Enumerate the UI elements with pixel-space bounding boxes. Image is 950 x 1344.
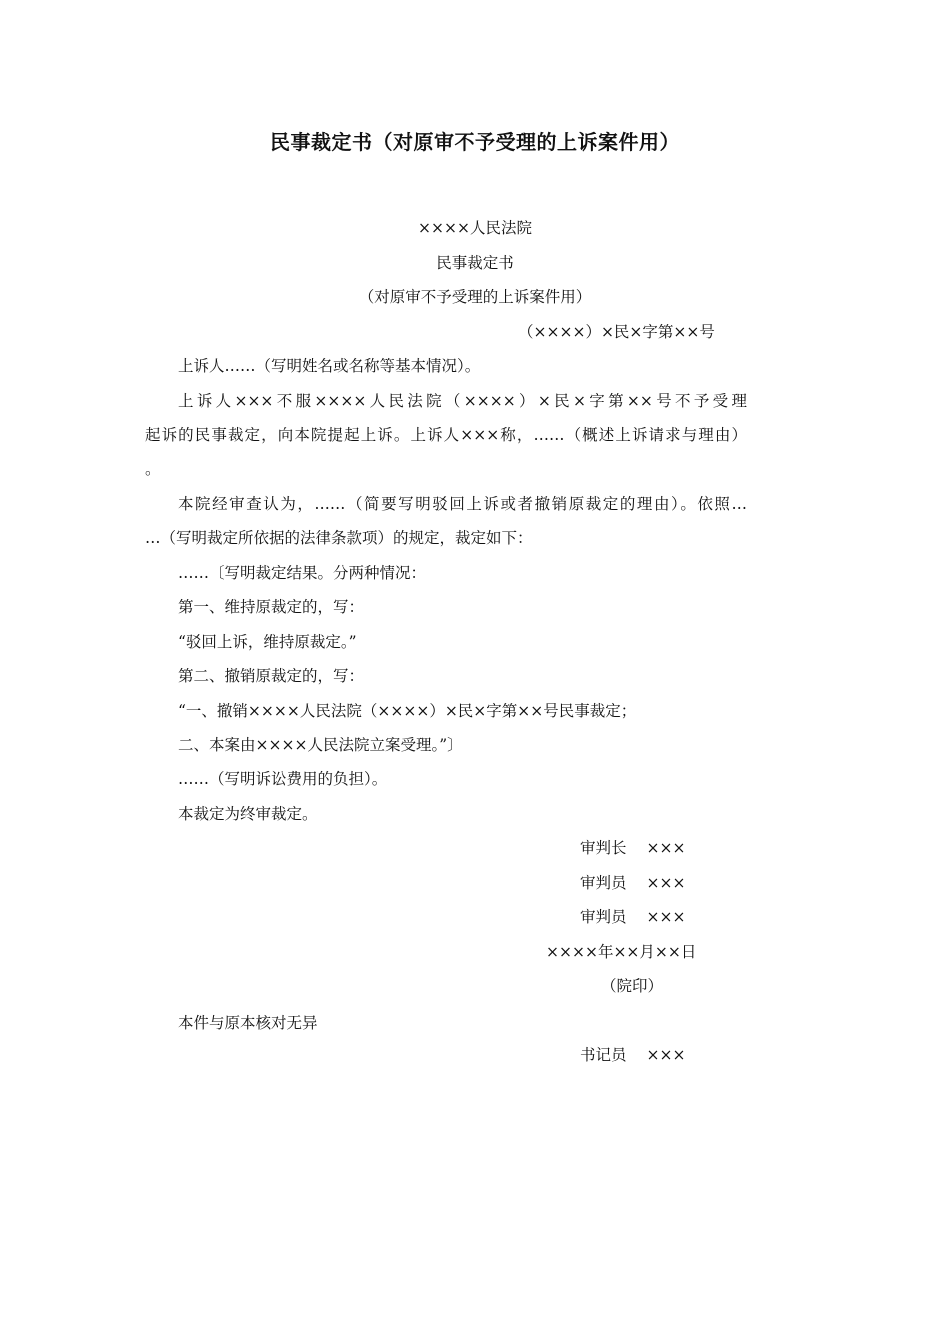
ruling-date: ××××年××月××日 bbox=[546, 943, 697, 961]
signature-name: ××× bbox=[646, 874, 686, 892]
signature-name: ××× bbox=[646, 908, 686, 926]
signature-role: 书记员 bbox=[580, 1046, 627, 1064]
case-2-heading: 第二、撤销原裁定的，写： bbox=[178, 667, 365, 685]
signature-chief-judge bbox=[580, 838, 685, 858]
document-subtitle: （对原审不予受理的上诉案件用） bbox=[358, 288, 592, 306]
appellant-info: 上诉人……（写明姓名或名称等基本情况）。 bbox=[178, 357, 481, 375]
ruling-intro: ……〔写明裁定结果。分两种情况： bbox=[178, 564, 427, 582]
verification-note: 本件与原本核对无异 bbox=[178, 1014, 318, 1032]
case-2-text-2: 二、本案由××××人民法院立案受理。”〕 bbox=[178, 736, 463, 754]
signature-role: 审判员 bbox=[580, 874, 627, 892]
signature-judge-2 bbox=[580, 907, 685, 927]
court-seal: （院印） bbox=[601, 977, 664, 995]
signature-judge-1 bbox=[580, 873, 685, 893]
court-name: ××××人民法院 bbox=[418, 219, 532, 237]
paragraph-2-line-1: 本院经审查认为，……（简要写明驳回上诉或者撤销原裁定的理由）。依照… bbox=[178, 495, 747, 513]
case-1-text: “驳回上诉，维持原裁定。” bbox=[178, 633, 357, 651]
paragraph-1-line-1: 上诉人×××不服××××人民法院（××××）×民×字第××号不予受理 bbox=[178, 392, 747, 410]
signature-clerk bbox=[580, 1045, 685, 1065]
paragraph-2-line-2: …（写明裁定所依据的法律条款项）的规定，裁定如下： bbox=[145, 529, 533, 547]
case-number: （××××）×民×字第××号 bbox=[518, 323, 715, 341]
signature-name: ××× bbox=[646, 1046, 686, 1064]
case-2-text-1: “一、撤销××××人民法院（××××）×民×字第××号民事裁定； bbox=[178, 702, 637, 720]
document-type: 民事裁定书 bbox=[436, 254, 514, 272]
costs-line: ……（写明诉讼费用的负担）。 bbox=[178, 770, 388, 788]
document-title: 民事裁定书（对原审不予受理的上诉案件用） bbox=[270, 130, 680, 154]
signature-role: 审判员 bbox=[580, 908, 627, 926]
paragraph-1-line-2: 起诉的民事裁定，向本院提起上诉。上诉人×××称，……（概述上诉请求与理由） bbox=[145, 426, 747, 444]
case-1-heading: 第一、维持原裁定的，写： bbox=[178, 598, 365, 616]
paragraph-1-line-3: 。 bbox=[145, 460, 161, 478]
final-ruling: 本裁定为终审裁定。 bbox=[178, 805, 318, 823]
signature-role: 审判长 bbox=[580, 839, 627, 857]
signature-name: ××× bbox=[646, 839, 686, 857]
